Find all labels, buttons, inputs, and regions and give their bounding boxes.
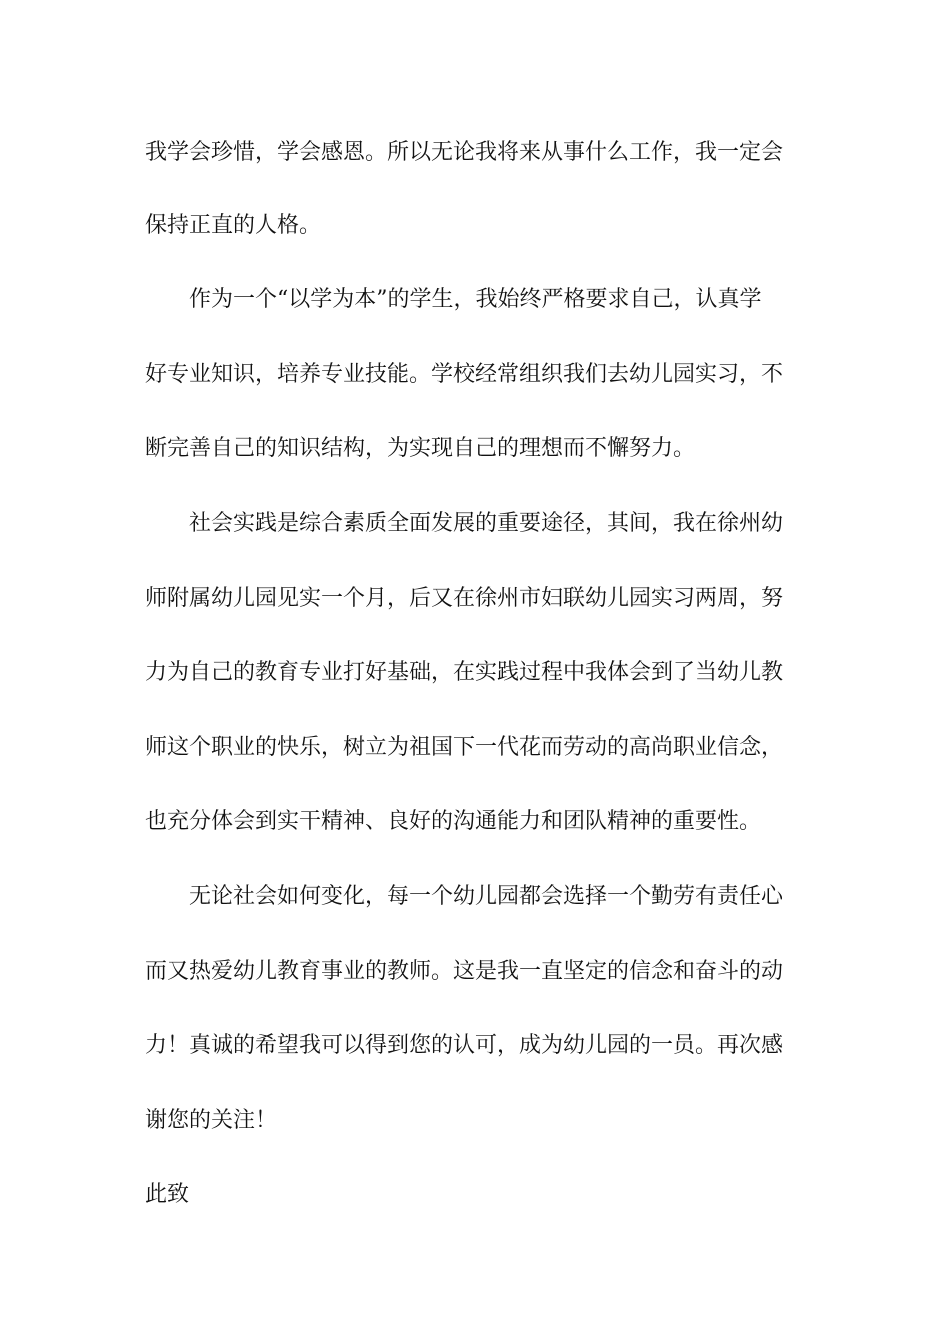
text-line-4: 好专业知识，培养专业技能。学校经常组织我们去幼儿园实习，不 — [145, 362, 784, 387]
text-line-12: 而又热爱幼儿教育事业的教师。这是我一直坚定的信念和奋斗的动 — [145, 959, 784, 984]
text-line-14: 谢您的关注！ — [145, 1108, 278, 1133]
text-line-3: 作为一个“以学为本”的学生，我始终严格要求自己，认真学 — [189, 287, 762, 312]
text-line-13: 力！真诚的希望我可以得到您的认可，成为幼儿园的一员。再次感 — [145, 1033, 784, 1058]
text-line-1: 我学会珍惜，学会感恩。所以无论我将来从事什么工作，我一定会 — [145, 140, 784, 165]
text-line-9: 师这个职业的快乐，树立为祖国下一代花而劳动的高尚职业信念， — [145, 735, 784, 760]
closing-line: 此致 — [145, 1182, 190, 1207]
text-line-10: 也充分体会到实干精神、良好的沟通能力和团队精神的重要性。 — [145, 809, 762, 834]
text-line-7: 师附属幼儿园见实一个月，后又在徐州市妇联幼儿园实习两周，努 — [145, 586, 784, 611]
text-line-11: 无论社会如何变化，每一个幼儿园都会选择一个勤劳有责任心 — [189, 884, 784, 909]
text-line-8: 力为自己的教育专业打好基础，在实践过程中我体会到了当幼儿教 — [145, 660, 784, 685]
text-line-5: 断完善自己的知识结构，为实现自己的理想而不懈努力。 — [145, 436, 696, 461]
text-line-2: 保持正直的人格。 — [145, 213, 322, 238]
text-line-6: 社会实践是综合素质全面发展的重要途径，其间，我在徐州幼 — [189, 511, 784, 536]
